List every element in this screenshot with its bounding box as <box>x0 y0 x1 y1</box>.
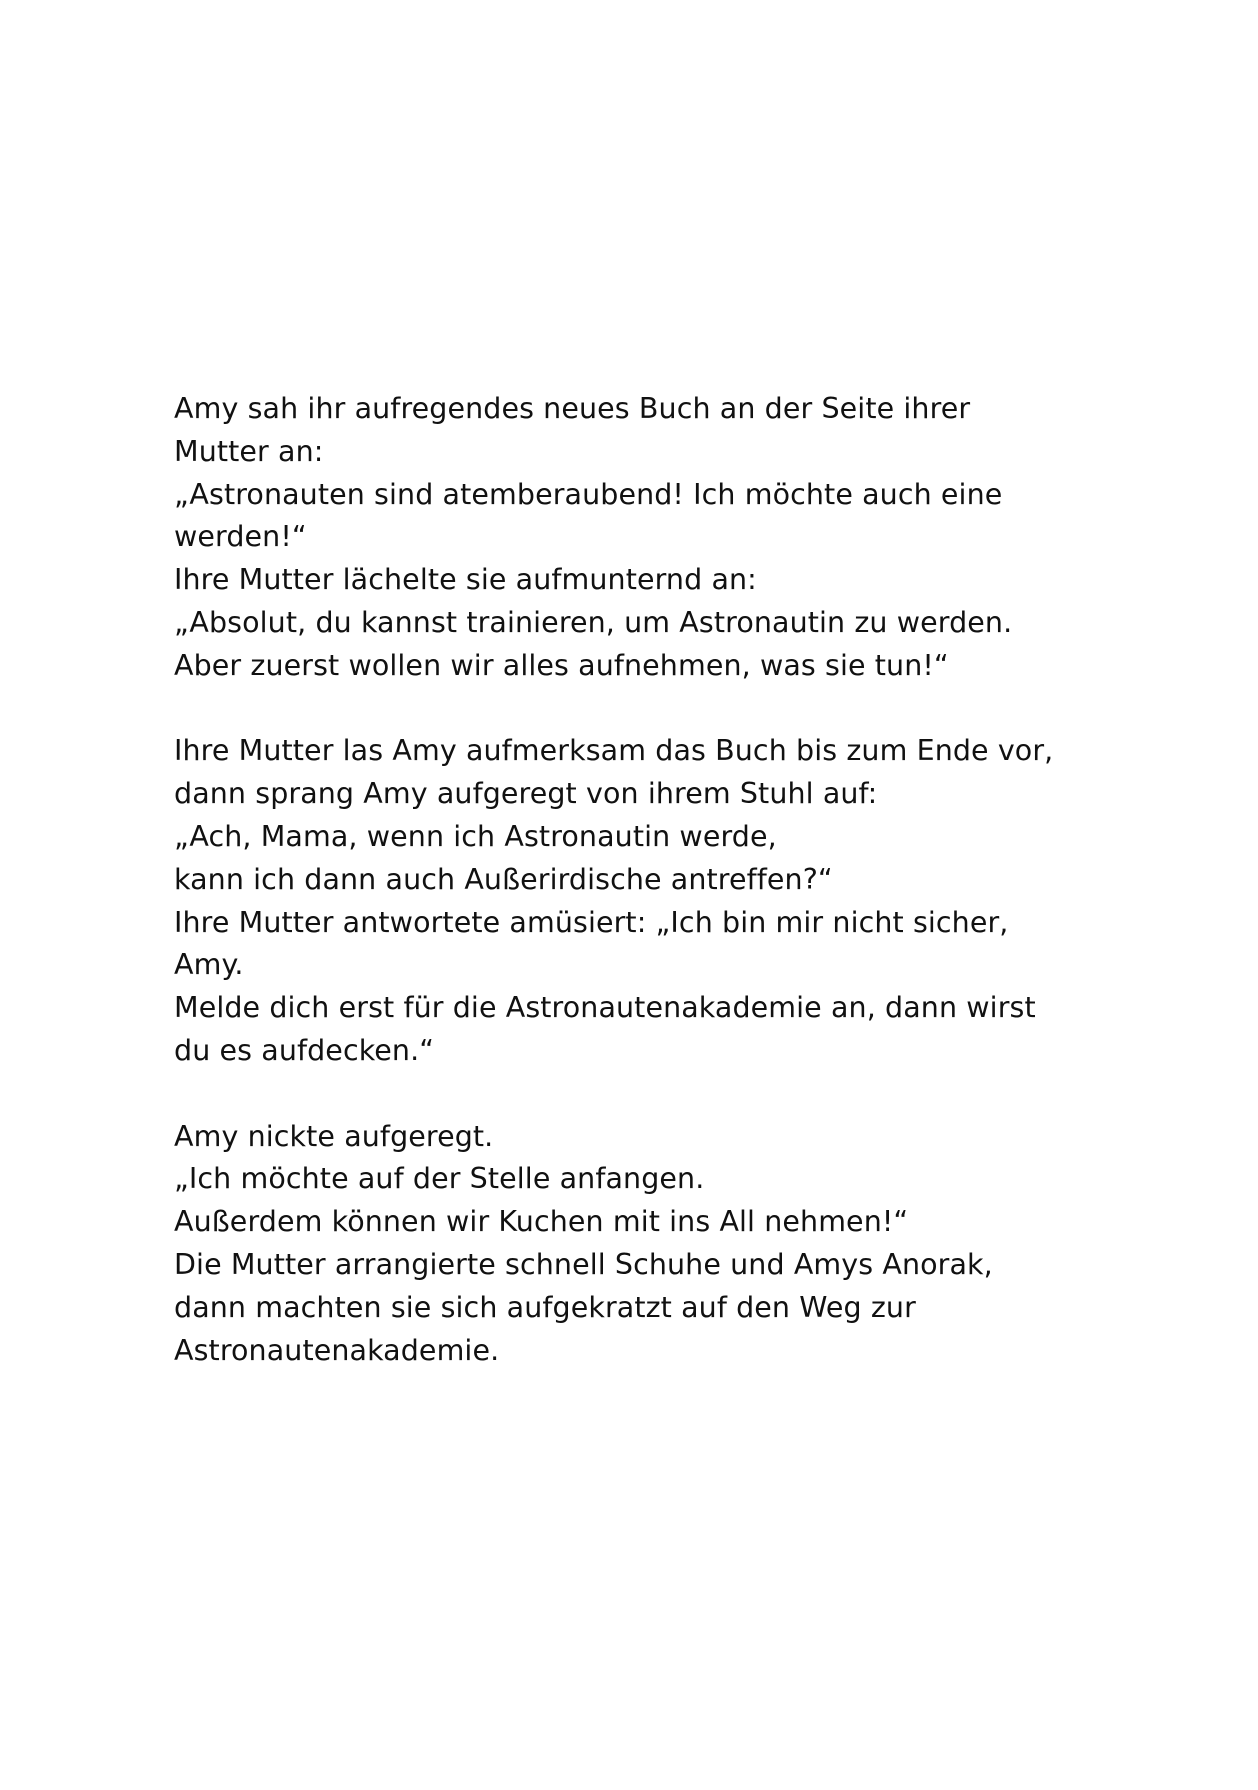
text-line: du es aufdecken.“ <box>174 1033 435 1067</box>
text-line: Ihre Mutter lächelte sie aufmunternd an: <box>174 563 757 597</box>
text-line: Die Mutter arrangierte schnell Schuhe und Amys Anorak, <box>174 1247 993 1281</box>
text-line: Ihre Mutter las Amy aufmerksam das Buch bis zum Ende vor, <box>174 734 1054 768</box>
text-line: dann machten sie sich aufgekratzt auf den Weg zur <box>174 1290 916 1324</box>
text-line: Mutter an: <box>174 434 324 468</box>
text-line: Ihre Mutter antwortete amüsiert: „Ich bin mir nicht sicher, <box>174 905 1009 939</box>
text-line: Amy nickte aufgeregt. <box>174 1119 494 1153</box>
text-line: Amy. <box>174 948 244 982</box>
text-line: Astronautenakademie. <box>174 1333 500 1367</box>
paragraph-1 <box>174 388 1174 688</box>
text-line: „Absolut, du kannst trainieren, um Astronautin zu werden. <box>174 605 1013 639</box>
text-line: dann sprang Amy aufgeregt von ihrem Stuhl auf: <box>174 777 878 811</box>
text-line: „Astronauten sind atemberaubend! Ich möchte auch eine <box>174 477 1003 511</box>
text-line: Melde dich erst für die Astronautenakademie an, dann wirst <box>174 991 1036 1025</box>
paragraph-2 <box>174 730 1174 1072</box>
text-line: Außerdem können wir Kuchen mit ins All nehmen!“ <box>174 1205 909 1239</box>
text-line: „Ach, Mama, wenn ich Astronautin werde, <box>174 819 777 853</box>
paragraph-3 <box>174 1116 1174 1373</box>
text-line: Amy sah ihr aufregendes neues Buch an der Seite ihrer <box>174 392 971 425</box>
text-line: „Ich möchte auf der Stelle anfangen. <box>174 1162 705 1196</box>
text-line: kann ich dann auch Außerirdische antreffen?“ <box>174 862 833 896</box>
story-text <box>174 388 1174 1372</box>
text-line: werden!“ <box>174 520 307 554</box>
text-line: Aber zuerst wollen wir alles aufnehmen, was sie tun!“ <box>174 648 949 682</box>
